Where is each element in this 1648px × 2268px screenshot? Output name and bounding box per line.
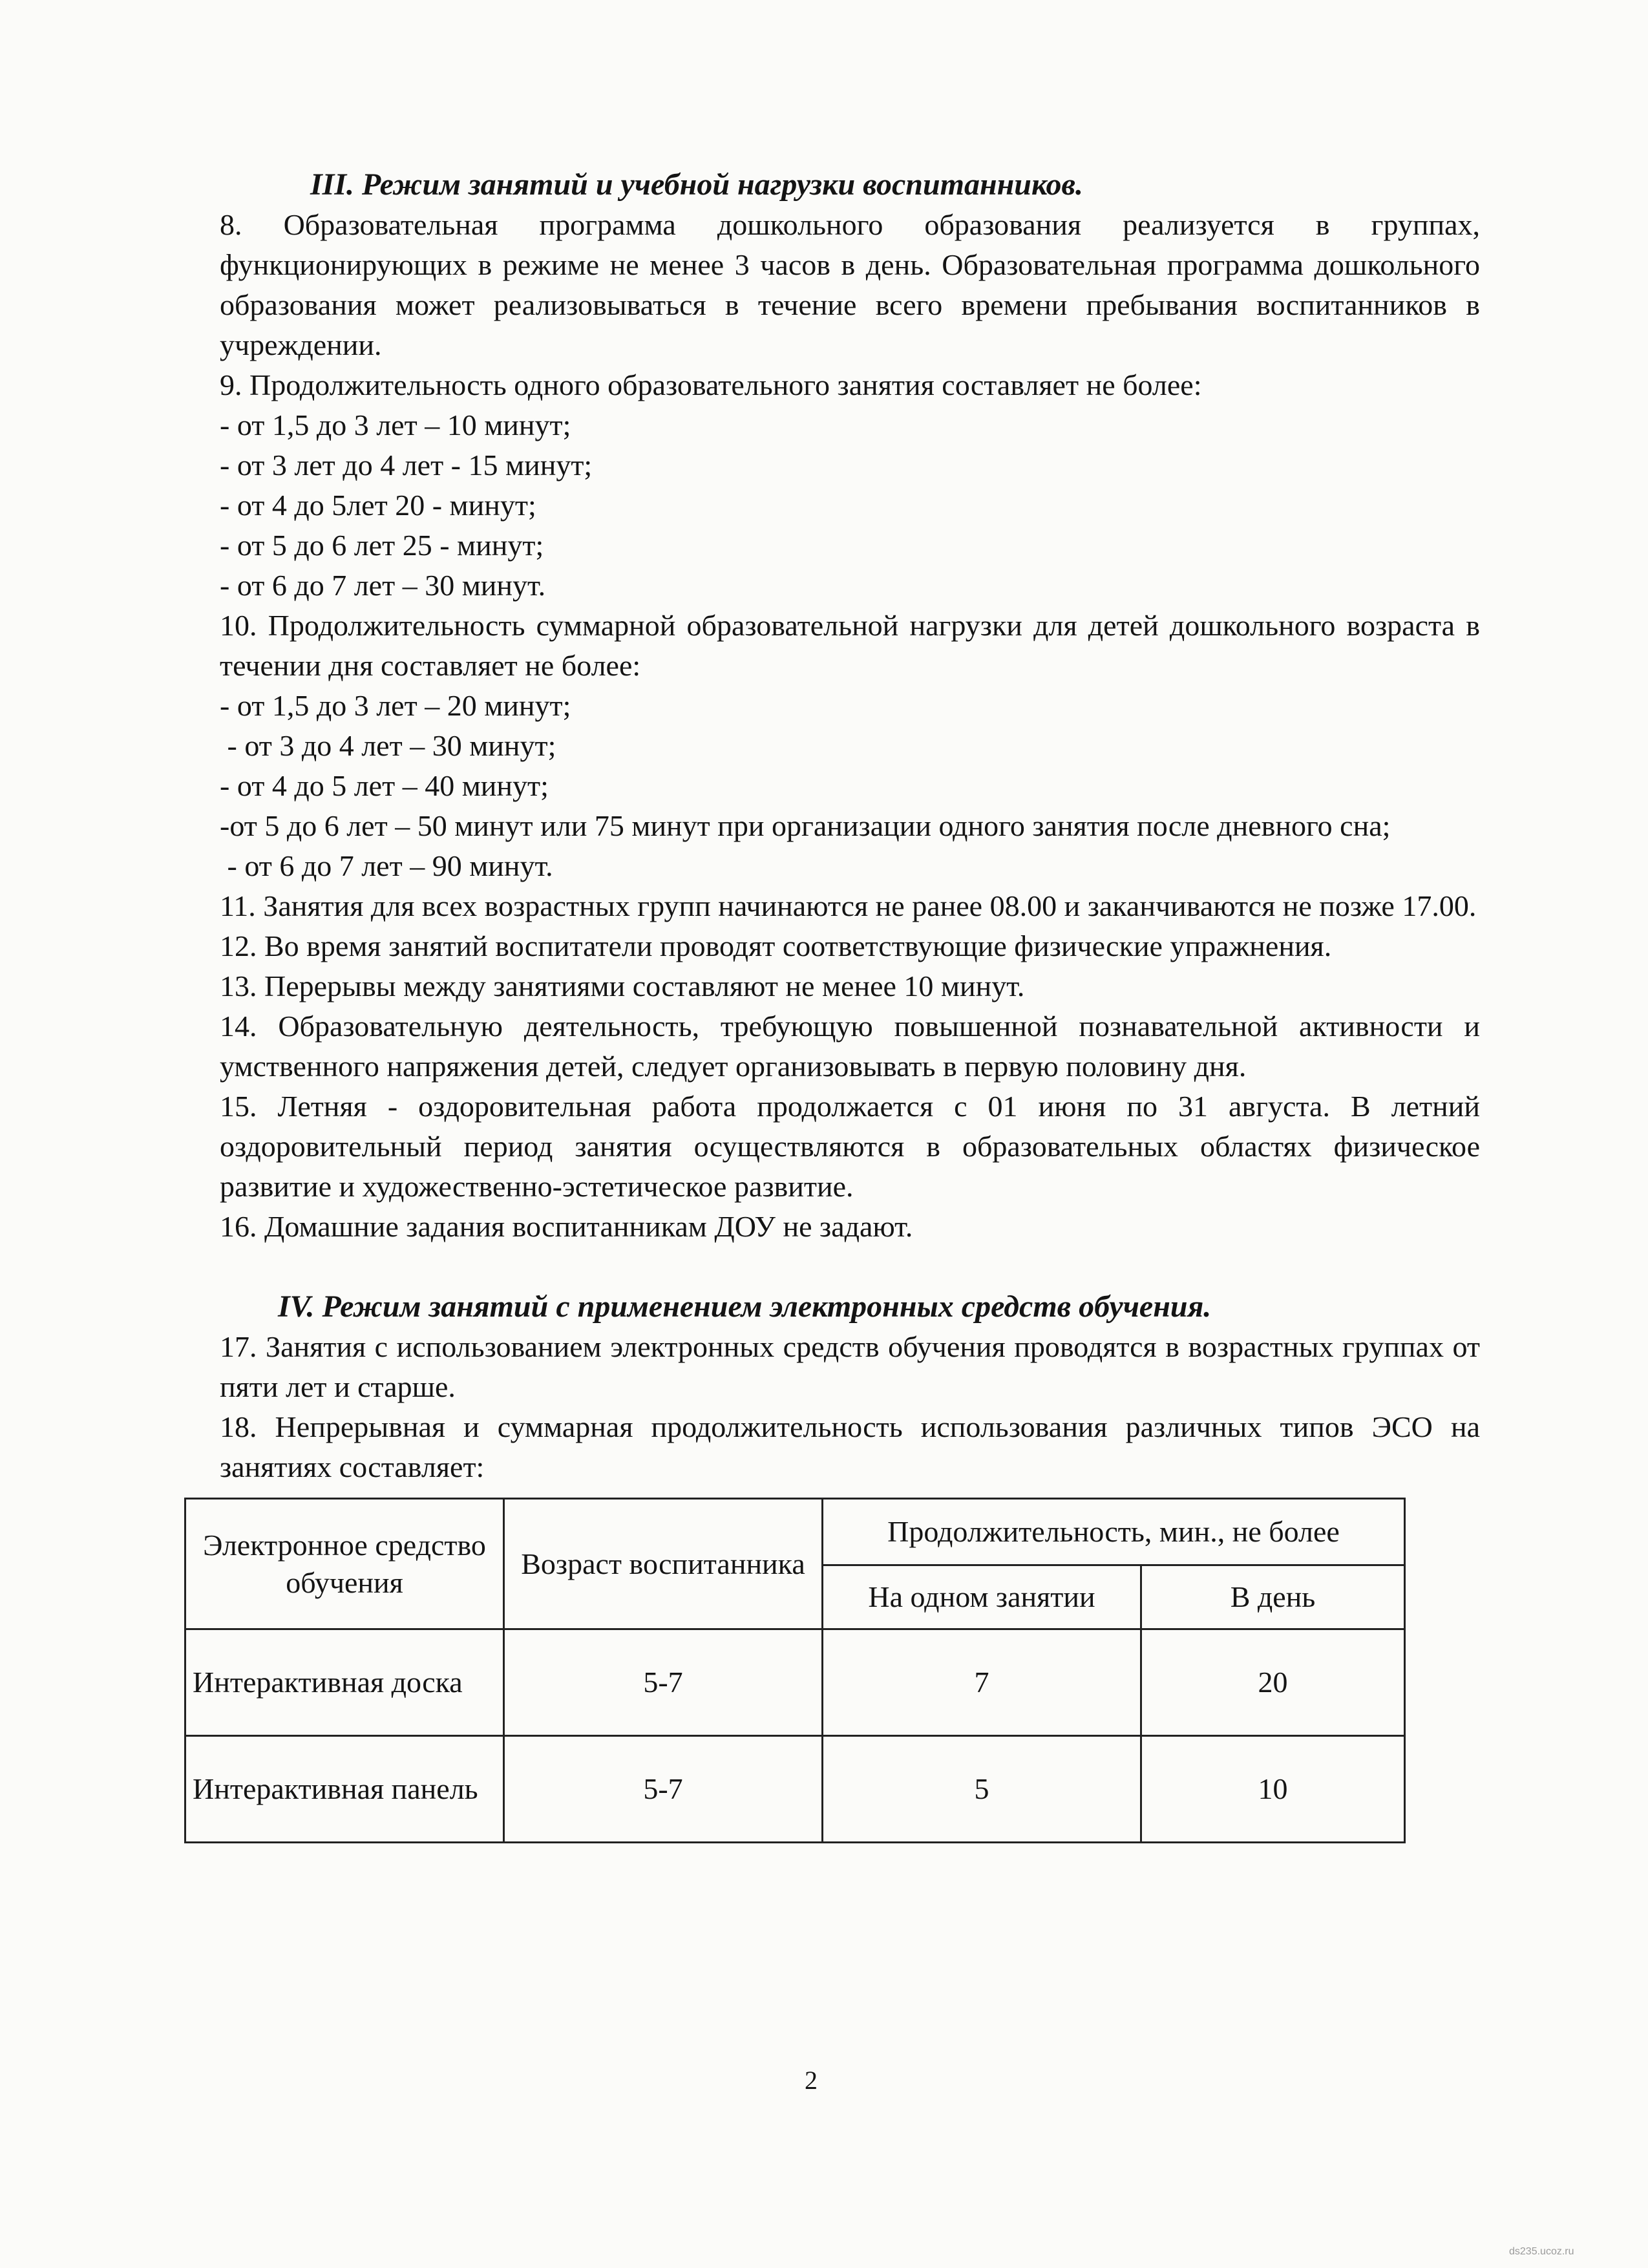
cell-age: 5-7 — [504, 1736, 823, 1843]
paragraph-9: 9. Продолжительность одного образовательного занятия составляет не более: — [220, 368, 1202, 401]
section-3-title: III. Режим занятий и учебной нагрузки воспитанников. — [310, 167, 1083, 202]
spacer — [220, 1247, 1480, 1287]
list-item: - от 1,5 до 3 лет – 10 минут; — [220, 408, 571, 441]
paragraph-10: 10. Продолжительность суммарной образовательной нагрузки для детей дошкольного возраста в течении дня составляет не более: — [220, 609, 1480, 682]
paragraph-16: 16. Домашние задания воспитанникам ДОУ не задают. — [220, 1210, 913, 1243]
eso-duration-table — [184, 1498, 1406, 1843]
list-item: - от 3 до 4 лет – 30 минут; — [220, 729, 556, 762]
list-item: - от 6 до 7 лет – 30 минут. — [220, 569, 546, 602]
table-row — [185, 1629, 1405, 1736]
paragraph-13: 13. Перерывы между занятиями составляют не менее 10 минут. — [220, 970, 1025, 1002]
paragraph-15: 15. Летняя - оздоровительная работа продолжается с 01 июня по 31 августа. В летний оздоровительный период занятия осуществляются в образовательных областях физическое развитие и художественно-эстетическое развитие. — [220, 1090, 1480, 1203]
paragraph-17: 17. Занятия с использованием электронных средств обучения проводятся в возрастных группах от пяти лет и старше. — [220, 1330, 1480, 1403]
cell-lesson: 7 — [823, 1629, 1141, 1736]
paragraph-12: 12. Во время занятий воспитатели проводят соответствующие физические упражнения. — [220, 929, 1332, 962]
cell-device: Интерактивная панель — [185, 1736, 504, 1843]
list-item: - от 1,5 до 3 лет – 20 минут; — [220, 689, 571, 722]
header-age: Возраст воспитанника — [504, 1499, 823, 1629]
list-item: - от 3 лет до 4 лет - 15 минут; — [220, 449, 593, 482]
page-content — [193, 165, 1480, 1843]
section-4-title: IV. Режим занятий с применением электронных средств обучения. — [278, 1289, 1212, 1324]
paragraph-11: 11. Занятия для всех возрастных групп начинаются не ранее 08.00 и заканчиваются не позже 17.00. — [220, 889, 1477, 922]
header-duration: Продолжительность, мин., не более — [823, 1499, 1405, 1565]
list-item: - от 6 до 7 лет – 90 минут. — [220, 849, 553, 882]
paragraph-18: 18. Непрерывная и суммарная продолжительность использования различных типов ЭСО на занятиях составляет: — [220, 1410, 1480, 1483]
header-device: Электронное средство обучения — [185, 1499, 504, 1629]
paragraph-8: 8. Образовательная программа дошкольного образования реализуется в группах, функционирующих в режиме не менее 3 часов в день. Образовательная программа дошкольного образования может реализовываться в течение всего времени пребывания воспитанников в учреждении. — [220, 208, 1480, 361]
paragraph-14: 14. Образовательную деятельность, требующую повышенной познавательной активности и умственного напряжения детей, следует организовывать в первую половину дня. — [220, 1010, 1480, 1083]
cell-day: 20 — [1141, 1629, 1405, 1736]
list-item: - от 4 до 5лет 20 - минут; — [220, 489, 536, 522]
header-per-lesson: На одном занятии — [823, 1565, 1141, 1629]
cell-lesson: 5 — [823, 1736, 1141, 1843]
list-item: - от 5 до 6 лет 25 - минут; — [220, 529, 544, 562]
header-per-day: В день — [1141, 1565, 1405, 1629]
cell-day: 10 — [1141, 1736, 1405, 1843]
table-row — [185, 1736, 1405, 1843]
cell-device: Интерактивная доска — [185, 1629, 504, 1736]
watermark: ds235.ucoz.ru — [1509, 2246, 1574, 2257]
list-item: -от 5 до 6 лет – 50 минут или 75 минут при организации одного занятия после дневного сна; — [220, 809, 1391, 842]
page-number: 2 — [805, 2066, 818, 2095]
list-item: - от 4 до 5 лет – 40 минут; — [220, 769, 549, 802]
table-header-row — [185, 1499, 1405, 1565]
cell-age: 5-7 — [504, 1629, 823, 1736]
